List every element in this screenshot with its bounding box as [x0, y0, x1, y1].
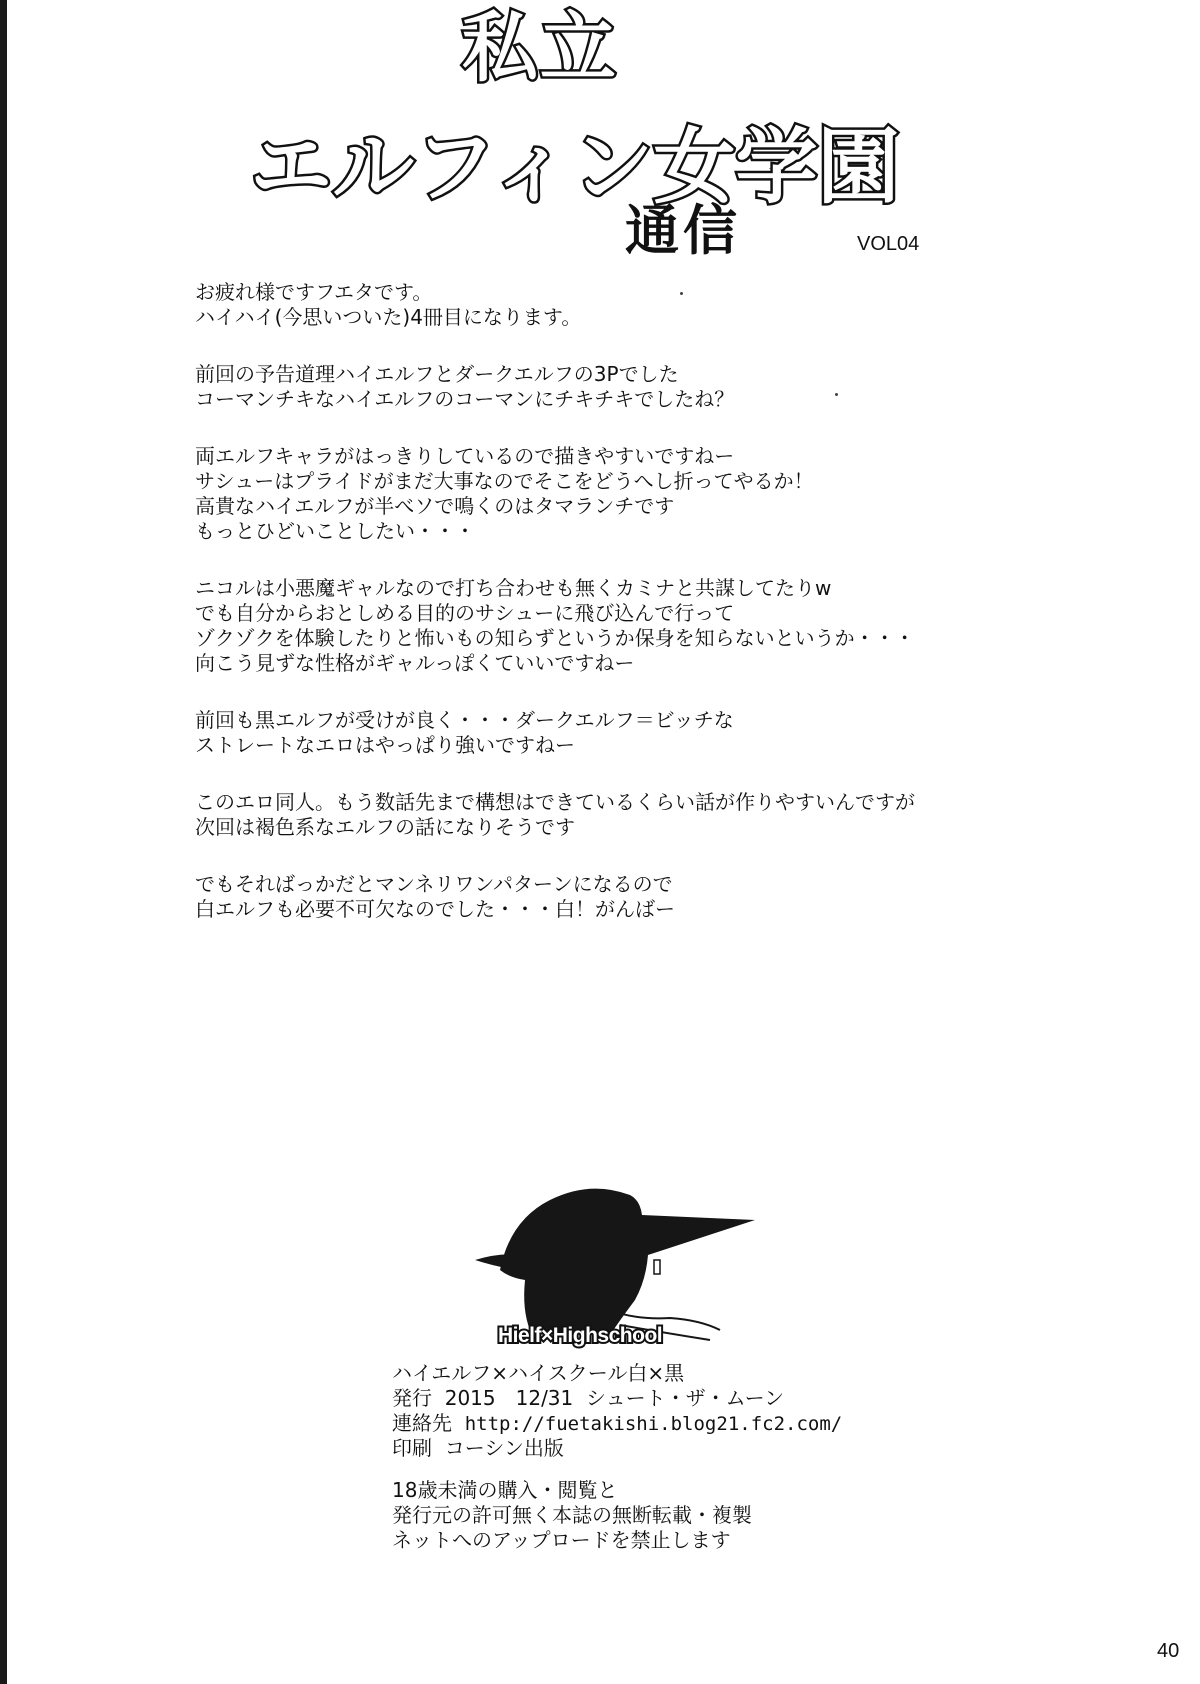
newsletter-heading: [0, 0, 1200, 265]
afterword-line: サシューはプライドがまだ大事なのでそこをどうへし折ってやるか！: [195, 469, 814, 493]
colophon: [392, 1361, 1092, 1461]
title-line-1: 私立: [462, 3, 618, 92]
publish-date: 2015 12/31: [444, 1386, 574, 1410]
contact-url: http://fuetakishi.blog21.fc2.com/: [464, 1413, 843, 1435]
page-number: 40: [1157, 1640, 1180, 1662]
publish-label: 発行: [392, 1386, 432, 1410]
notice-line: ネットへのアップロードを禁止します: [392, 1528, 731, 1552]
volume-label: VOL04: [857, 233, 920, 255]
title-line-2: エルフィン女学園: [250, 120, 900, 215]
colophon-print-row: [392, 1436, 1092, 1461]
colophon-publish-row: [392, 1386, 1092, 1411]
afterword-line: コーマンチキなハイエルフのコーマンにチキチキでしたね？: [195, 387, 735, 411]
afterword-line: ニコルは小悪魔ギャルなので打ち合わせも無くカミナと共謀してたりw: [195, 576, 832, 600]
afterword-paragraph: [195, 790, 1095, 840]
afterword-line: このエロ同人。もう数話先まで構想はできているくらい話が作りやすいんですが: [195, 790, 915, 814]
afterword-line: 次回は褐色系なエルフの話になりそうです: [195, 815, 575, 839]
afterword-line: でも自分からおとしめる目的のサシューに飛び込んで行って: [195, 601, 735, 625]
afterword-line: 前回も黒エルフが受けが良く・・・ダークエルフ＝ビッチな: [195, 708, 734, 732]
printer-name: コーシン出版: [444, 1436, 564, 1460]
afterword-line: ストレートなエロはやっぱり強いですねー: [195, 733, 575, 757]
afterword-body: [195, 280, 1095, 954]
scan-speck: [680, 292, 683, 295]
afterword-paragraph: [195, 362, 1095, 412]
scan-speck: [835, 393, 838, 396]
afterword-line: 高貴なハイエルフが半べソで鳴くのはタマランチです: [195, 494, 675, 518]
notice-line: 18歳未満の購入・閲覧と: [392, 1478, 618, 1502]
circle-name: シュート・ザ・ムーン: [585, 1386, 785, 1410]
afterword-line: 両エルフキャラがはっきりしているので描きやすいですねー: [195, 444, 735, 468]
age-restriction-notice: [392, 1478, 1092, 1553]
circle-logo: [470, 1160, 760, 1350]
afterword-line: でもそればっかだとマンネリワンパターンになるので: [195, 872, 673, 896]
afterword-line: 向こう見ずな性格がギャルっぽくていいですねー: [195, 651, 635, 675]
afterword-paragraph: [195, 708, 1095, 758]
afterword-paragraph: [195, 280, 1095, 330]
print-label: 印刷: [392, 1436, 432, 1460]
afterword-line: ゾクゾクを体験したりと怖いもの知らずというか保身を知らないというか・・・: [195, 626, 915, 650]
afterword-line: 前回の予告道理ハイエルフとダークエルフの3Pでした: [195, 362, 679, 386]
colophon-book-title: ハイエルフ×ハイスクール白×黒: [392, 1361, 685, 1385]
contact-label: 連絡先: [392, 1411, 452, 1435]
afterword-line: 白エルフも必要不可欠なのでした・・・白！がんばー: [195, 897, 675, 921]
elf-silhouette-illustration: [470, 1160, 760, 1350]
afterword-paragraph: [195, 444, 1095, 544]
logo-text: Hielf×Highschool: [498, 1324, 663, 1347]
colophon-contact-row: [392, 1411, 1092, 1436]
afterword-paragraph: [195, 576, 1095, 676]
afterword-line: もっとひどいことしたい・・・: [195, 519, 475, 543]
afterword-line: ハイハイ(今思いついた)4冊目になります。: [195, 305, 582, 329]
title-line-3: 通信: [625, 199, 741, 262]
afterword-paragraph: [195, 872, 1095, 922]
afterword-line: お疲れ様ですフエタです。: [195, 280, 433, 304]
notice-line: 発行元の許可無く本誌の無断転載・複製: [392, 1503, 752, 1527]
